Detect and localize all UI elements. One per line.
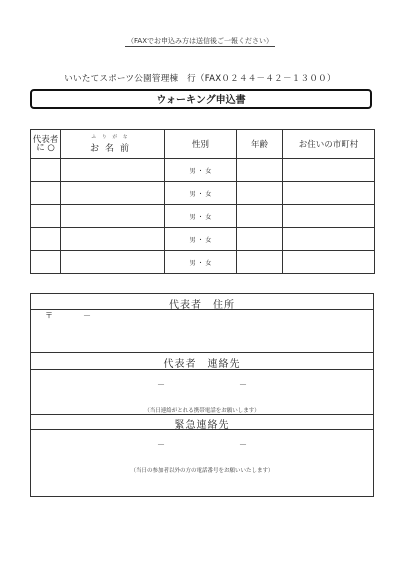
age-cell[interactable] [237,205,283,228]
city-cell[interactable] [283,205,375,228]
emergency-note: （当日の参加者以外の方の電話番号をお願いいたします） [130,468,274,474]
representative-column-header [31,130,61,159]
contact-heading: 代表者 連絡先 [163,359,241,370]
addressee-line: いいたてスポーツ公園管理棟 行（FAX０２４４－４２－１３００） [64,74,336,84]
form-title: ウォーキング申込書 [30,89,372,109]
gender-cell[interactable]: 男 ・ 女 [165,182,237,205]
table-row [31,205,375,228]
city-cell[interactable] [283,251,375,274]
table-row [31,251,375,274]
name-label: お名前 [89,143,135,154]
representative-contact-box [30,293,374,497]
city-column-header: お住いの市町村 [283,130,375,159]
table-row [31,159,375,182]
table-row [31,182,375,205]
emergency-dash-1: － [157,440,165,449]
entry-table-header [31,130,375,159]
table-row [31,228,375,251]
contact-phone-field[interactable] [31,370,373,400]
rep-header-line1: 代表者 [32,135,59,145]
emergency-phone-field[interactable] [31,430,373,460]
city-cell[interactable] [283,159,375,182]
name-cell[interactable] [61,251,165,274]
postal-dash: － [83,311,91,320]
age-cell[interactable] [237,251,283,274]
gender-cell[interactable]: 男 ・ 女 [165,159,237,182]
phone-dash-1: － [157,380,165,389]
phone-dash-2: － [239,380,247,389]
name-cell[interactable] [61,205,165,228]
address-field[interactable] [31,310,373,352]
rep-mark-cell[interactable] [31,205,61,228]
address-heading: 代表者 住所 [169,300,235,311]
age-cell[interactable] [237,159,283,182]
rep-header-line2: に ○ [36,143,55,153]
rep-mark-cell[interactable] [31,228,61,251]
divider [31,414,373,415]
gender-cell[interactable]: 男 ・ 女 [165,205,237,228]
age-column-header: 年齢 [237,130,283,159]
contact-note: （当日連絡がとれる携帯電話をお願いします） [144,408,260,414]
gender-cell[interactable]: 男 ・ 女 [165,251,237,274]
emergency-heading: 緊急連絡先 [174,420,230,431]
age-cell[interactable] [237,182,283,205]
divider [31,352,373,353]
fax-note: （FAXでお申込み方は送信後ご一報ください） [127,37,273,45]
postal-mark: 〒 [45,311,53,320]
rep-mark-cell[interactable] [31,251,61,274]
rep-mark-cell[interactable] [31,182,61,205]
name-cell[interactable] [61,228,165,251]
name-cell[interactable] [61,159,165,182]
gender-cell[interactable]: 男 ・ 女 [165,228,237,251]
rep-mark-cell[interactable] [31,159,61,182]
entry-table [30,129,375,274]
furigana-label: ふりがな [91,134,134,140]
age-cell[interactable] [237,228,283,251]
city-cell[interactable] [283,182,375,205]
name-column-header [61,130,165,159]
city-cell[interactable] [283,228,375,251]
emergency-dash-2: － [239,440,247,449]
name-cell[interactable] [61,182,165,205]
gender-column-header: 性別 [165,130,237,159]
